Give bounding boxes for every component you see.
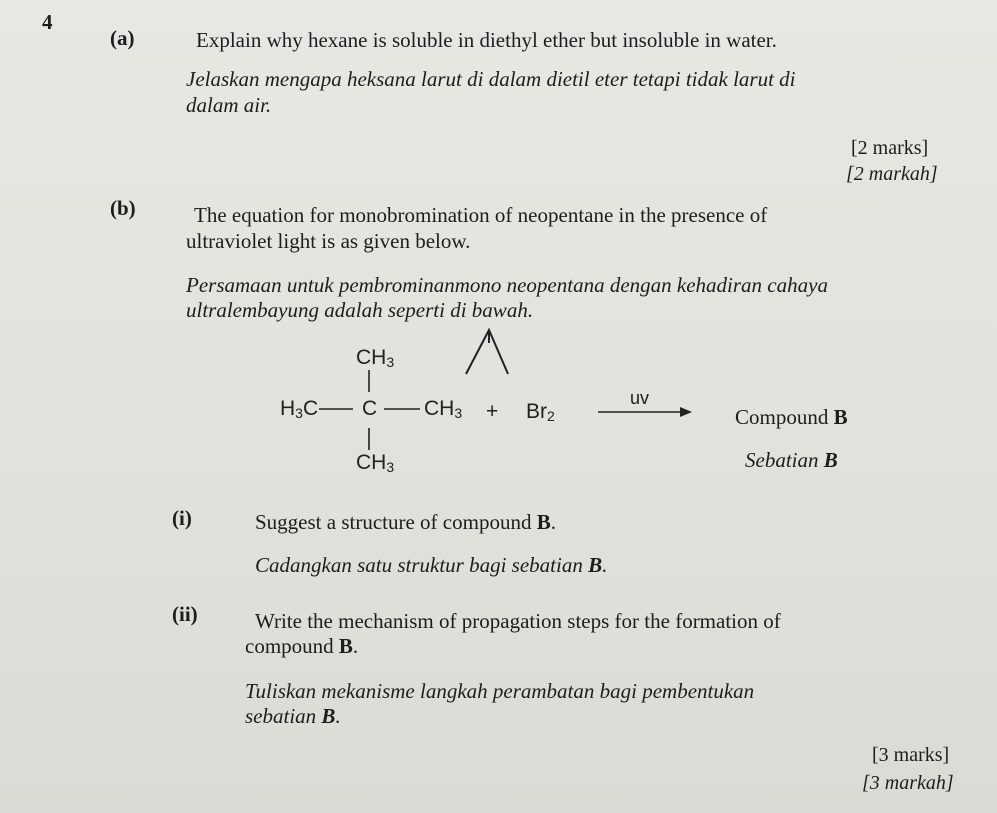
methyl-bottom: $CH_3$ <box>356 451 395 475</box>
part-b-english-line2: ultraviolet light is as given below. <box>186 229 471 253</box>
uv-condition: uv <box>630 388 650 408</box>
bromine-reagent: $Br_2$ <box>526 400 555 424</box>
part-a-malay-line2: dalam air. <box>186 93 272 117</box>
methyl-top: $CH_3$ <box>356 346 395 370</box>
part-bi-malay: Cadangkan satu struktur bagi sebatian B. <box>255 553 608 577</box>
part-a-malay-line1: Jelaskan mengapa heksana larut di dalam dietil eter tetapi tidak larut di <box>186 67 796 91</box>
part-a-marks-malay: [2 markah] <box>846 163 938 185</box>
question-number: 4 <box>42 10 53 34</box>
part-a-english: Explain why hexane is soluble in diethyl ether but insoluble in water. <box>196 28 777 52</box>
part-b-malay-line1: Persamaan untuk pembrominanmono neopentana dengan kehadiran cahaya <box>186 273 828 297</box>
skeletal-sketch <box>466 330 508 374</box>
part-bii-marks-english: [3 marks] <box>872 744 950 766</box>
part-b-english-line1: The equation for monobromination of neopentane in the presence of <box>194 203 768 227</box>
part-bii-marks-malay: [3 markah] <box>862 772 954 794</box>
central-carbon: C <box>362 397 378 420</box>
methyl-right: $CH_3$ <box>424 397 463 421</box>
part-b-label: (b) <box>110 196 136 220</box>
reaction-arrow-head <box>680 407 692 417</box>
part-bii-malay-line1: Tuliskan mekanisme langkah perambatan bagi pembentukan <box>245 679 755 703</box>
part-bi-english: Suggest a structure of compound B. <box>255 510 556 534</box>
product-malay: Sebatian B <box>745 448 838 472</box>
part-b-malay-line2: ultralembayung adalah seperti di bawah. <box>186 298 534 322</box>
part-bii-malay-line2: sebatian B. <box>245 704 341 728</box>
part-bii-english-line1: Write the mechanism of propagation steps for the formation of <box>255 609 781 633</box>
plus-sign: + <box>486 400 499 423</box>
part-a-marks-english: [2 marks] <box>851 137 929 159</box>
part-bii-english-line2: compound B. <box>245 634 359 658</box>
part-bi-label: (i) <box>172 506 192 530</box>
part-bii-label: (ii) <box>172 602 198 626</box>
methyl-left: $H_3C$ <box>280 397 319 421</box>
part-a-label: (a) <box>110 26 135 50</box>
product-english: Compound B <box>735 405 848 429</box>
